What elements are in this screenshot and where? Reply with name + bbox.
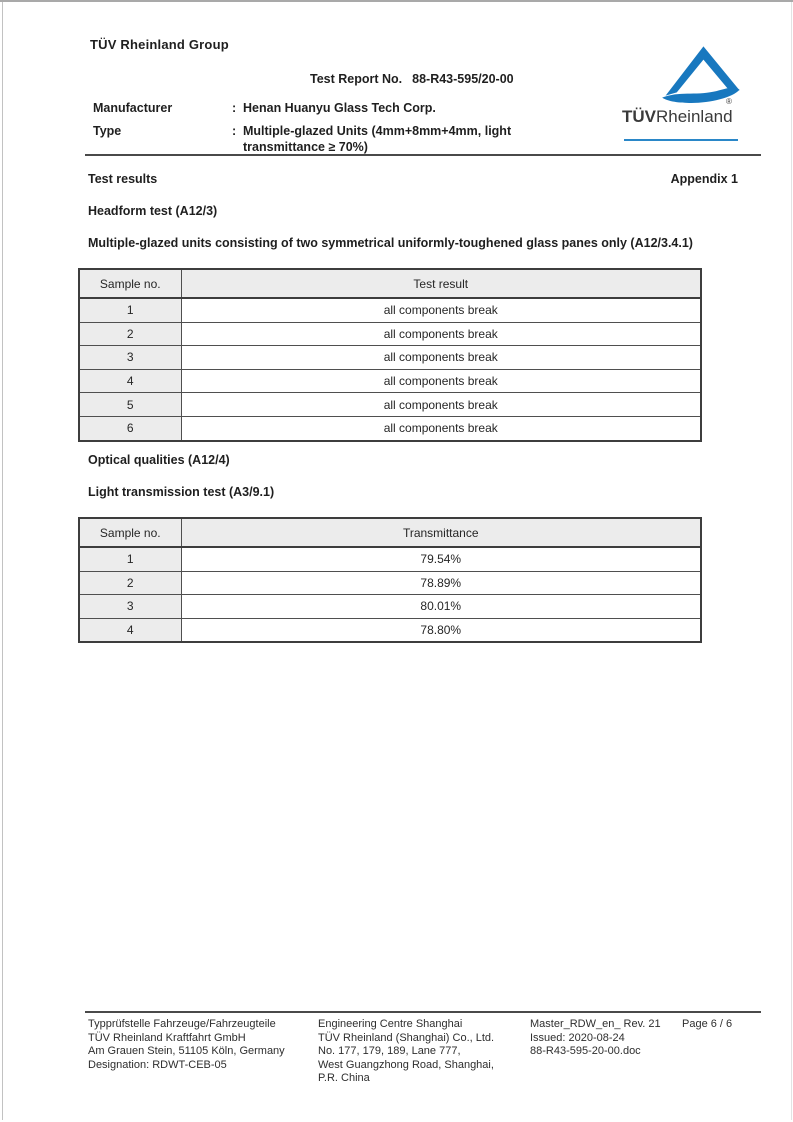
test-result-cell: all components break — [181, 393, 701, 417]
footer-line: West Guangzhong Road, Shanghai, — [318, 1058, 494, 1071]
table-row — [79, 547, 701, 571]
sample-number-cell: 5 — [79, 393, 181, 417]
group-title: TÜV Rheinland Group — [90, 37, 229, 52]
report-number-line — [310, 72, 514, 86]
footer-page-number — [682, 1018, 762, 1032]
type-row — [93, 123, 563, 155]
results-appendix-row — [88, 172, 738, 186]
header-divider — [85, 154, 761, 156]
test-result-cell: all components break — [181, 369, 701, 393]
type-label: Type — [93, 124, 122, 138]
type-separator: : — [232, 124, 237, 138]
transmittance-cell: 79.54% — [181, 547, 701, 571]
transmission-results-table — [78, 517, 702, 643]
transmittance-cell: 78.89% — [181, 571, 701, 595]
logo-tuv-text: TÜV — [622, 107, 656, 126]
manufacturer-row — [93, 100, 563, 116]
page-edge-left — [2, 2, 3, 1120]
table-row — [79, 571, 701, 595]
transmission-col-sample-header: Sample no. — [79, 518, 181, 547]
table-row — [79, 346, 701, 370]
table-row — [79, 416, 701, 440]
footer-line: Issued: 2020-08-24 — [530, 1031, 625, 1044]
footer-line: P.R. China — [318, 1072, 370, 1084]
type-value: Multiple-glazed Units (4mm+8mm+4mm, light transmittance ≥ 70%) — [243, 124, 512, 154]
footer-line: Page 6 / 6 — [682, 1018, 733, 1030]
footer-line: TÜV Rheinland Kraftfahrt GmbH — [88, 1031, 246, 1044]
headform-test-heading: Headform test (A12/3) — [88, 204, 218, 218]
transmission-table-header-row — [79, 518, 701, 547]
transmission-col-value-header: Transmittance — [181, 518, 701, 547]
headform-col-sample-header: Sample no. — [79, 269, 181, 298]
sample-number-cell: 2 — [79, 322, 181, 346]
table-row — [79, 595, 701, 619]
sample-number-cell: 4 — [79, 618, 181, 642]
footer-line: No. 177, 179, 189, Lane 777, — [318, 1045, 461, 1057]
sample-number-cell: 1 — [79, 298, 181, 322]
footer-line: Engineering Centre Shanghai — [318, 1018, 463, 1030]
transmittance-cell: 80.01% — [181, 595, 701, 619]
sample-number-cell: 3 — [79, 346, 181, 370]
transmittance-cell: 78.80% — [181, 618, 701, 642]
footer-address-shanghai — [318, 1018, 523, 1086]
test-result-cell: all components break — [181, 346, 701, 370]
sample-number-cell: 2 — [79, 571, 181, 595]
footer-address-germany — [88, 1018, 313, 1072]
headform-table-header-row — [79, 269, 701, 298]
sample-number-cell: 4 — [79, 369, 181, 393]
sample-number-cell: 1 — [79, 547, 181, 571]
manufacturer-label: Manufacturer — [93, 101, 173, 115]
tuv-triangle-icon — [657, 45, 743, 105]
logo-underline — [624, 139, 738, 141]
report-number: 88-R43-595/20-00 — [412, 72, 514, 86]
table-row — [79, 298, 701, 322]
tuv-rheinland-logo — [620, 45, 750, 145]
header-fields — [93, 100, 563, 162]
footer-line: Typprüfstelle Fahrzeuge/Fahrzeugteile — [88, 1018, 276, 1030]
footer-line: Master_RDW_en_ Rev. 21 — [530, 1018, 661, 1030]
headform-col-result-header: Test result — [181, 269, 701, 298]
sample-number-cell: 6 — [79, 416, 181, 440]
sample-number-cell: 3 — [79, 595, 181, 619]
test-result-cell: all components break — [181, 322, 701, 346]
page-edge-top — [0, 0, 793, 2]
page-edge-right — [791, 2, 792, 1120]
footer-document-info — [530, 1018, 680, 1059]
manufacturer-separator: : — [232, 101, 237, 115]
footer-line: TÜV Rheinland (Shanghai) Co., Ltd. — [318, 1031, 495, 1044]
test-results-heading: Test results — [88, 172, 158, 186]
light-transmission-heading: Light transmission test (A3/9.1) — [88, 485, 275, 499]
logo-rheinland-text: Rheinland — [656, 107, 733, 126]
table-row — [79, 322, 701, 346]
footer-line: Designation: RDWT-CEB-05 — [88, 1058, 227, 1071]
headform-results-table — [78, 268, 702, 442]
tuv-logo-wordmark — [622, 107, 733, 127]
footer-line: Am Grauen Stein, 51105 Köln, Germany — [88, 1045, 285, 1057]
test-result-cell: all components break — [181, 416, 701, 440]
table-row — [79, 369, 701, 393]
headform-subheading: Multiple-glazed units consisting of two symmetrical uniformly-toughened glass panes only (A12/3.4.1) — [88, 236, 693, 250]
test-result-cell: all components break — [181, 298, 701, 322]
registered-trademark-icon: ® — [726, 97, 732, 106]
report-number-label: Test Report No. — [310, 72, 403, 86]
table-row — [79, 618, 701, 642]
appendix-label: Appendix 1 — [670, 172, 738, 186]
optical-qualities-heading: Optical qualities (A12/4) — [88, 453, 230, 467]
table-row — [79, 393, 701, 417]
manufacturer-value: Henan Huanyu Glass Tech Corp. — [243, 101, 436, 115]
footer-divider — [85, 1011, 761, 1013]
footer-line: 88-R43-595-20-00.doc — [530, 1045, 641, 1057]
